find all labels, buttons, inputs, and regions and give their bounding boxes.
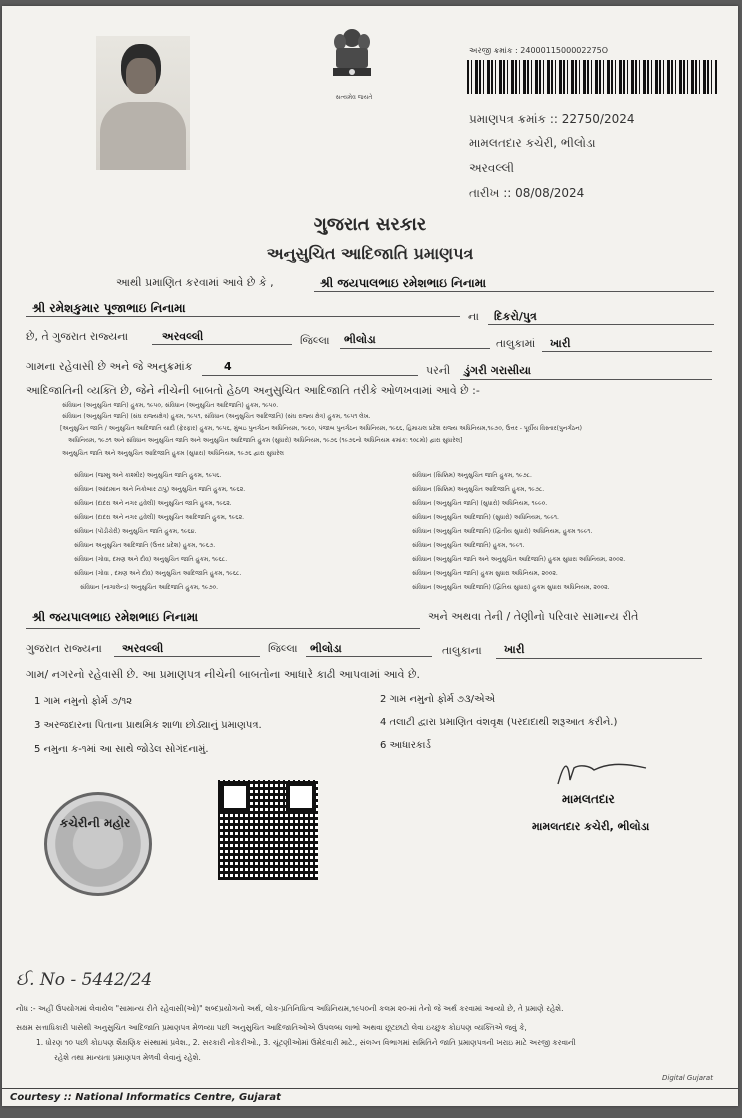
- lower-village-value: ખારી: [504, 643, 525, 656]
- signature-icon: [550, 758, 660, 790]
- document-item: 5 નમુના ક-૧માં આ સાથે જોડેલ સોગંદનામું.: [34, 744, 209, 755]
- order-left: સંવિધાન (જમ્મુ અને કાશ્મીર) અનુસુચિત જાતિ હુકમ, ૧૯૫૬.: [74, 472, 222, 479]
- order-line: સંવિધાન (અનુસુચિત જાતિ) (સંઘ રાજ્યક્ષેત્ર) હુકમ, ૧૯૫૧, સંવિધાન (અનુસુચિત આદિજાતિ) (સંઘ રાજ્ય ક્ષેત્ર) હુકમ, ૧૯૫૧ લેખ.: [62, 413, 371, 420]
- document-item: 2 ગામ નમુનો ફોર્મ ૭૩/એએ: [380, 694, 496, 705]
- family-text: અને અથવા તેની / તેણીનો પરિવાર સામાન્ય રીતે: [428, 610, 639, 623]
- note-line: 1. ધોરણ ૧૦ પછી કોઇપણ શૈક્ષણિક સંસ્થામાં પ્રવેશ., 2. સરકારી નોકરીઓ., 3. ચૂંટણીઓમાં ઉમેદવારી માટે., સંલગ્ન વિભાગમાં સમિતિને જાતિ પ્રમાણપત્રની ખરાઇ માટે અરજી કરવાની: [36, 1038, 576, 1047]
- tribe-name: ડુંગરી ગરાસીયા: [464, 364, 531, 377]
- jilla-label: જિલ્લા: [300, 334, 330, 347]
- note-line: નોંધ :- અહીં ઉપયોગમાં લેવાયેલ "સામાન્ય રીતે રહેવાસી(ઓ)" શબ્દપ્રયોગનો અર્થ, લોક-પ્રતિનિધિત્વ અધિનિયમ,૧૯૫૦ની કલમ ૨૦-માં તેનો જે અર્થ કરવામાં આવ્યો છે, તે પ્રમાણે રહેશે.: [16, 1004, 564, 1013]
- resident-text: ગામના રહેવાસી છે અને જે અનુક્રમાંક: [26, 360, 193, 373]
- order-left: સંવિધાન (આંદામાન અને નિકોબાર ટાપુ) અનુસુચિત જાતિ હુકમ, ૧૯૬૨.: [74, 486, 246, 493]
- document-item: 1 ગામ નમુનો ફોર્મ ૭/૧૨: [34, 696, 133, 707]
- order-left: સંવિધાન (ગોવા , દમણ અને દીવ) અનુસુચિત આદિજાતિ હુકમ, ૧૯૬૮.: [74, 570, 242, 577]
- taluka-value: ભીલોડા: [344, 333, 376, 346]
- handwritten-inward-number: ઈ. No - 5442/24: [16, 970, 153, 990]
- order-left: સંવિધાન અનુસુચિત આદિજાતિ (ઉત્તર પ્રદેશ) હુકમ, ૧૯૬૭.: [74, 542, 216, 549]
- order-left: સંવિધાન (નાગાલેન્ડ) અનુસુચિત આદિજાતિ હુકમ, ૧૯૭૦.: [80, 584, 219, 591]
- lower-taluka-value: ભીલોડા: [310, 642, 342, 655]
- certify-text: આથી પ્રમાણિત કરવામાં આવે છે કે ,: [116, 276, 274, 289]
- barcode: [467, 60, 717, 94]
- document-item: 4 તલાટી દ્વારા પ્રમાણિત વંશવૃક્ષ (પરદાદાથી શરૂઆત કરીને.): [380, 717, 618, 728]
- issue-date: તારીખ :: 08/08/2024: [469, 186, 585, 200]
- na-label: ના: [468, 310, 479, 323]
- father-name: શ્રી રમેશકુમાર પૂજાભાઇ નિનામા: [32, 301, 186, 315]
- district-value: અરવલ્લી: [162, 330, 204, 343]
- digital-gujarat-mark: Digital Gujarat: [662, 1074, 713, 1082]
- order-right: સંવિધાન (અનુસુચિત જાતિ) હુકમ સુધારા અધિનિયમ, ૨૦૦૨.: [412, 570, 558, 577]
- state-text: છે, તે ગુજરાત રાજ્યના: [26, 330, 129, 343]
- relation: દિકરો/પુત્ર: [494, 310, 537, 323]
- government-title: ગુજરાત સરકાર: [313, 214, 427, 235]
- certificate-number: પ્રમાણપત્ર ક્રમાંક :: 22750/2024: [469, 112, 635, 126]
- order-left: સંવિધાન (ગોવા, દમણ અને દીવ) અનુસુચિત જાતિ હુકમ, ૧૯૬૮.: [74, 556, 228, 563]
- order-line: અનુસુચિત જાતિ અને અનુસુચિત આદિજાતિ હુકમ (સુધારા) અધિનિયમ, ૧૯૭૬ દ્વારા સુધારેલ: [62, 450, 284, 457]
- order-right: સંવિધાન (સિક્કિમ) અનુસુચિત આદિજાતિ હુકમ, ૧૯૭૮.: [412, 486, 545, 493]
- applicant-photo: [96, 36, 190, 170]
- applicant-name: શ્રી જયપાલભાઇ રમેશભાઇ નિનામા: [320, 276, 487, 290]
- order-right: સંવિધાન (અનુસુચિત આદિજાતિ) હુકમ, ૧૯૯૧.: [412, 542, 525, 549]
- order-left: સંવિધાન (દાદરા અને નગર હવેલી) અનુસુચિત જાતિ હુકમ, ૧૯૬૨.: [74, 500, 232, 507]
- order-line: અધિનિયમ, ૧૯૭૧ અને સંવિધાન અનુસુચિત જાતિ અને અનુસુચિત આદિજાતિ હુકમ (સુધારો) અધિનિયમ, ૧૯૭૬ (૧૯૭૬નો અધિનિયમ ક્રમાંક: ૧૦૮મો) દ્વારા સુધારેલ]: [68, 437, 463, 444]
- issuing-office: મામલતદાર કચેરી, ભીલોડા: [469, 136, 596, 150]
- seal-text: કચેરીની મહોર: [59, 816, 131, 830]
- note-line: રહેશે તથા માન્યતા પ્રમાણપત્ર મેળવી લેવાનું રહેશે.: [54, 1053, 201, 1062]
- village-value: ખારી: [550, 337, 571, 350]
- note-line: સક્ષમ સત્તાધિકારી પાસેથી અનુસુચિત આદિજાતિ પ્રમાણપત્ર મેળવ્યા પછી અનુસુચિત આદિજાતિઓએ ઉપલબ્ધ લાભો અથવા છૂટછાટો લેવા ઇચ્છુક કોઇપણ વ્યક્તિએ જવું કે,: [16, 1023, 527, 1032]
- national-emblem-icon: [327, 26, 377, 86]
- order-right: સંવિધાન (અનુસુચિત આદિજાતિ) (દ્વિતિય સુધારા) હુકમ સુધારા અધિનિયમ, ૨૦૦૨.: [412, 584, 610, 591]
- order-right: સંવિધાન (અનુસુચિત જાતિ અને અનુસુચિત આદિજાતિ) હુકમ સુધારા અધિનિયમ, ૨૦૦૨.: [412, 556, 626, 563]
- order-right: સંવિધાન (અનુસુચિત જાતિ) (સુધારો) અધિનિયમ, ૧૯૯૦.: [412, 500, 548, 507]
- order-left: સંવિધાન (દાદરા અને નગર હવેલી) અનુસુચિત આદિજાતિ હુકમ, ૧૯૬૨.: [74, 514, 245, 521]
- office-seal: [44, 792, 152, 896]
- lower-state-text: ગુજરાત રાજ્યના: [26, 642, 102, 655]
- signatory-title: મામલતદાર: [562, 792, 615, 806]
- lower-district-value: અરવલ્લી: [122, 642, 164, 655]
- parni-label: પરની: [426, 364, 451, 377]
- talukama-label: તાલુકામાં: [496, 337, 536, 350]
- lower-jilla-label: જિલ્લા: [268, 642, 298, 655]
- order-right: સંવિધાન (સિક્કિમ) અનુસુચિત જાતિ હુકમ, ૧૯૭૮.: [412, 472, 532, 479]
- order-line: સંવિધાન (અનુસુચિત જાતિ) હુકમ, ૧૯૫૦, સંવિધાન (અનુસુચિત આદિજાતિ) હુકમ, ૧૯૫૦.: [62, 402, 279, 409]
- recognized-text: આદિજાતિની વ્યક્તિ છે, જેને નીચેની બાબતો હેઠળ અનુસુચિત આદિજાતિ તરીકે ઓળખવામાં આવે છે :-: [26, 384, 480, 397]
- document-item: 6 આધારકાર્ડ: [380, 740, 431, 751]
- order-right: સંવિધાન (અનુસુચિત આદિજાતિ) (દ્વિતીય સુધારો) અધિનિયમ, હુકમ ૧૯૯૧.: [412, 528, 593, 535]
- issuing-district: અરવલ્લી: [469, 161, 515, 175]
- application-number: અરજી ક્રમાંક : 2400011500002275O: [469, 46, 609, 55]
- order-left: સંવિધાન (પોંડીચેરી) અનુસુચિત જાતિ હુકમ, ૧૯૬૪.: [74, 528, 197, 535]
- talukana-label: તાલુકાના: [442, 644, 482, 657]
- certificate-title: અનુસુચિત આદિજાતિ પ્રમાણપત્ર: [266, 244, 474, 263]
- document-item: 3 અરજદારના પિતાના પ્રાથમિક શાળા છોડ્યાનું પ્રમાણપત્ર.: [34, 720, 262, 731]
- emblem-motto: સત્યમેવ જયતે: [335, 94, 373, 101]
- lower-applicant-name: શ્રી જયપાલભાઇ રમેશભાઇ નિનામા: [32, 610, 199, 624]
- serial-number: 4: [224, 360, 232, 373]
- signatory-office: મામલતદાર કચેરી, ભીલોડા: [532, 820, 650, 833]
- order-right: સંવિધાન (અનુસુચિત આદિજાતિ) (સુધારો) અધિનિયમ, ૧૯૯૧.: [412, 514, 559, 521]
- issue-text: ગામ/ નગરનો રહેવાસી છે. આ પ્રમાણપત્ર નીચેની બાબતોના આધારે કાઢી આપવામાં આવે છે.: [26, 668, 421, 681]
- certificate-sheet: [2, 6, 738, 1106]
- courtesy-text: Courtesy :: National Informatics Centre, Gujarat: [10, 1092, 281, 1103]
- order-line: [અનુસુચિત જાતિ / અનુસુચિત આદિજાતિ યાદી (ફેરફાર) હુકમ, ૧૯૫૬, મુંબઇ પુનર્ગઠન અધિનિયમ, ૧૯૬૦, પંજાબ પુનર્ગઠન અધિનિયમ, ૧૯૬૬, હિમાચલ પ્રદેશ રાજ્ય અધિનિયમ,૧૯૭૦, ઉત્તર - પૂર્વીય વિસ્તાર(પુનર્ગઠન): [60, 425, 583, 432]
- qr-code: [218, 780, 318, 880]
